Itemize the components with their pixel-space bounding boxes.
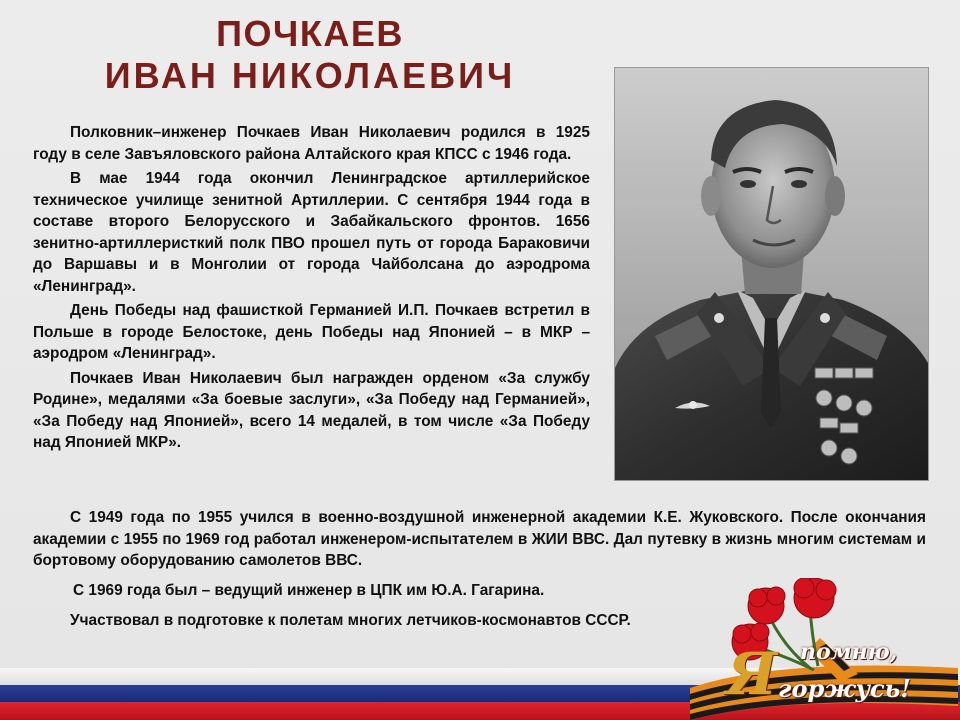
- bio-paragraph-awards: Почкаев Иван Николаевич был награжден орденом «За службу Родине», медалями «За боевые заслуги», «За Победу над Германией», «За Победу над Японией», всего 14 медалей, в том числе «За Победу над Японией МКР».: [33, 369, 590, 451]
- portrait-illustration: [615, 68, 928, 480]
- bio-paragraph-academy: С 1949 года по 1955 учился в военно-воздушной инженерной академии К.Е. Жуковского. После окончания академии с 1955 по 1969 год работал инженером-испытателем в ЖИИ ВВС. Дал путевку в жизнь многим системам и бортовому оборудованию самолетов ВВС.: [33, 509, 926, 569]
- logo-line-remember: помню,: [800, 639, 898, 665]
- logo-letter-ya: Я: [726, 640, 778, 708]
- bio-paragraph-cosmonauts: Участвовал в подготовке к полетам многих летчиков-космонавтов СССР.: [70, 612, 631, 629]
- memory-logo: [690, 578, 958, 720]
- bio-paragraph-service: В мае 1944 года окончил Ленинградское артиллерийское техническое училище зенитной Артиллерии. С сентября 1944 года в составе второго Белорусского и Забайкальского фронтов. 1656 зенитно-артиллеристкий полк ПВО прошел путь от города Бараковичи до Варшавы и в Монголии от города Чайболсана до аэродрома «Ленинград».: [33, 170, 590, 295]
- bio-paragraph-victory: День Победы над фашисткой Германией И.П. Почкаев встретил в Польше в городе Белостоке, день Победы над Японией – в МКР – аэродром «Ленинград».: [33, 302, 590, 362]
- portrait-photo: [614, 67, 929, 481]
- bio-paragraph-gagarin-center: С 1969 года был – ведущий инженер в ЦПК им Ю.А. Гагарина.: [73, 582, 545, 599]
- title-surname: ПОЧКАЕВ: [216, 13, 404, 54]
- logo-line-proud: горжусь!: [778, 674, 911, 703]
- bio-paragraph-birth: Полковник–инженер Почкаев Иван Николаевич родился в 1925 году в селе Завъяловского района Алтайского края КПСС с 1946 года.: [33, 124, 590, 163]
- title-given-names: ИВАН НИКОЛАЕВИЧ: [104, 55, 516, 96]
- biography-column: [33, 122, 590, 457]
